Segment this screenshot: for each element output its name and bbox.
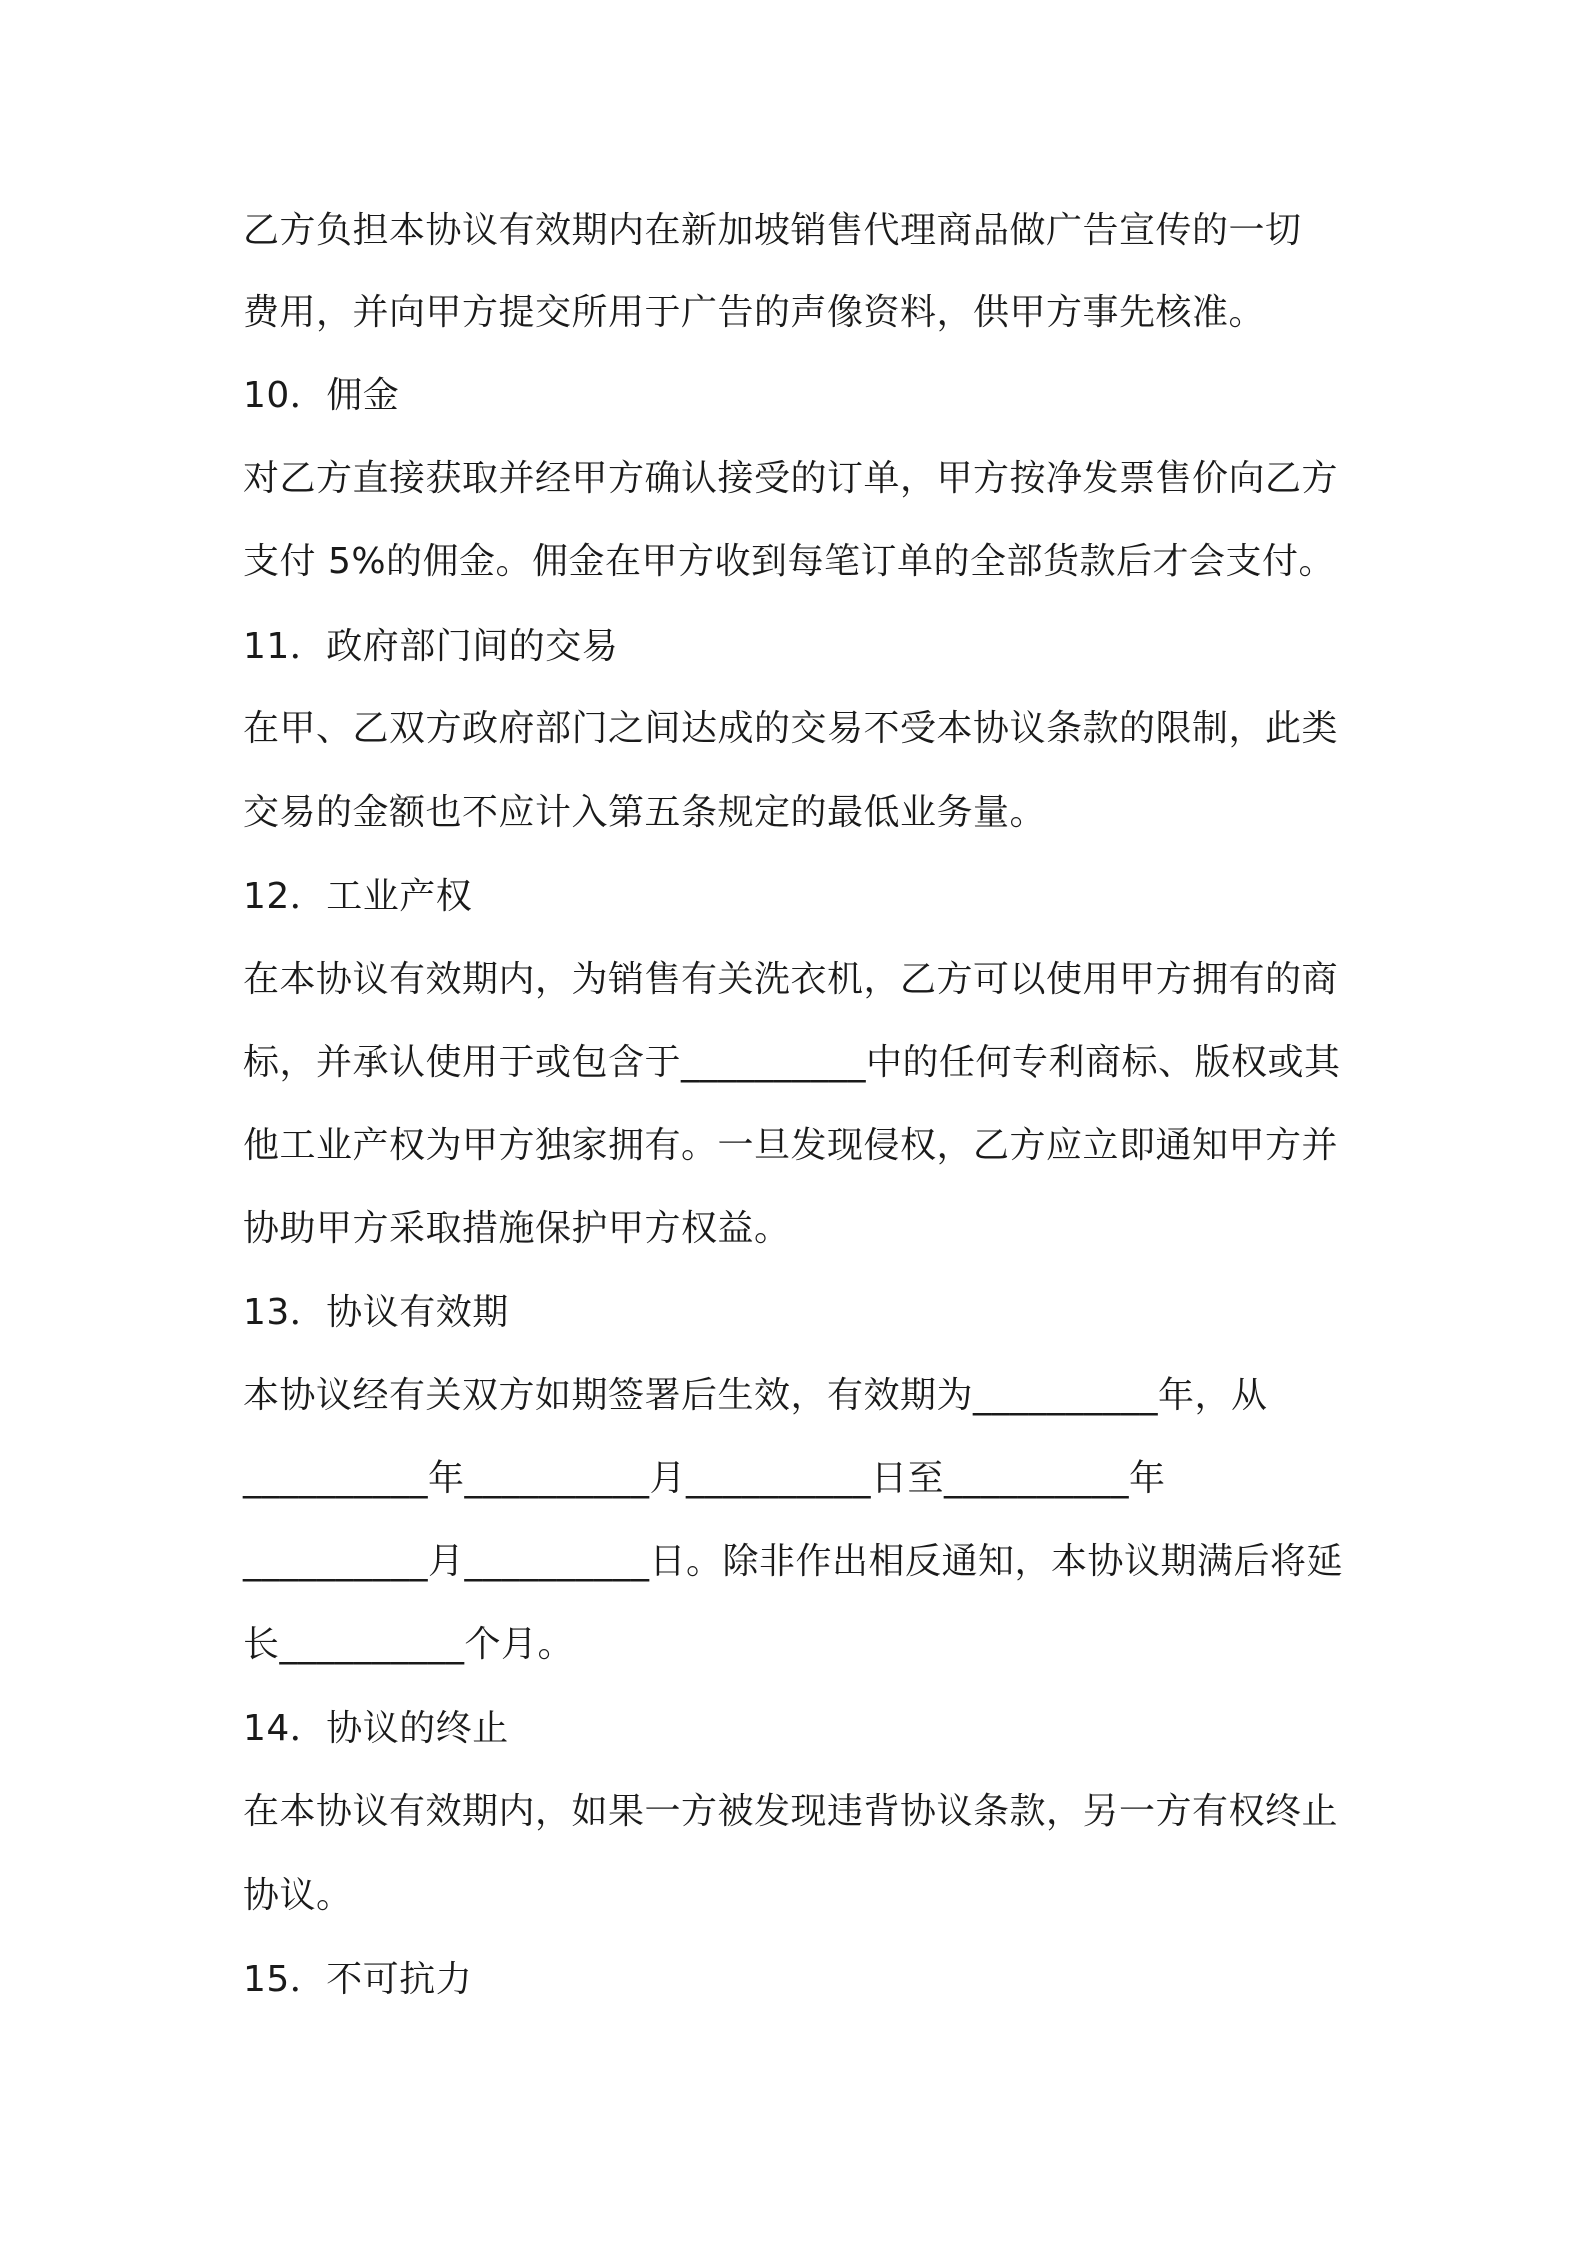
paragraph-line: __________年__________月__________日至__________年 (243, 1458, 1166, 1499)
paragraph-line: 交易的金额也不应计入第五条规定的最低业务量。 (243, 792, 1047, 833)
paragraph-line: 协助甲方采取措施保护甲方权益。 (243, 1208, 791, 1249)
paragraph-line: 协议。 (243, 1875, 353, 1916)
section-heading-government-trade: 11．政府部门间的交易 (243, 626, 619, 667)
paragraph-line: 乙方负担本协议有效期内在新加坡销售代理商品做广告宣传的一切 (243, 210, 1302, 251)
section-heading-validity: 13．协议有效期 (243, 1292, 509, 1333)
paragraph-line: 在本协议有效期内，为销售有关洗衣机，乙方可以使用甲方拥有的商 (243, 959, 1339, 1000)
paragraph-line: 在本协议有效期内，如果一方被发现违背协议条款，另一方有权终止 (243, 1791, 1339, 1832)
section-heading-commission: 10．佣金 (243, 375, 400, 416)
paragraph-line: 费用，并向甲方提交所用于广告的声像资料，供甲方事先核准。 (243, 292, 1266, 333)
paragraph-line: 本协议经有关双方如期签署后生效，有效期为__________年，从 (243, 1375, 1268, 1416)
paragraph-line: 标，并承认使用于或包含于__________中的任何专利商标、版权或其 (243, 1042, 1341, 1083)
section-heading-industrial-property: 12．工业产权 (243, 876, 473, 917)
paragraph-line: __________月__________日。除非作出相反通知，本协议期满后将延 (243, 1541, 1344, 1582)
paragraph-line: 支付 5%的佣金。佣金在甲方收到每笔订单的全部货款后才会支付。 (243, 541, 1336, 582)
paragraph-line: 长__________个月。 (243, 1624, 575, 1665)
paragraph-line: 他工业产权为甲方独家拥有。一旦发现侵权，乙方应立即通知甲方并 (243, 1125, 1339, 1166)
section-heading-termination: 14．协议的终止 (243, 1708, 509, 1749)
paragraph-line: 在甲、乙双方政府部门之间达成的交易不受本协议条款的限制，此类 (243, 708, 1339, 749)
paragraph-line: 对乙方直接获取并经甲方确认接受的订单，甲方按净发票售价向乙方 (243, 458, 1339, 499)
section-heading-force-majeure: 15．不可抗力 (243, 1959, 473, 2000)
